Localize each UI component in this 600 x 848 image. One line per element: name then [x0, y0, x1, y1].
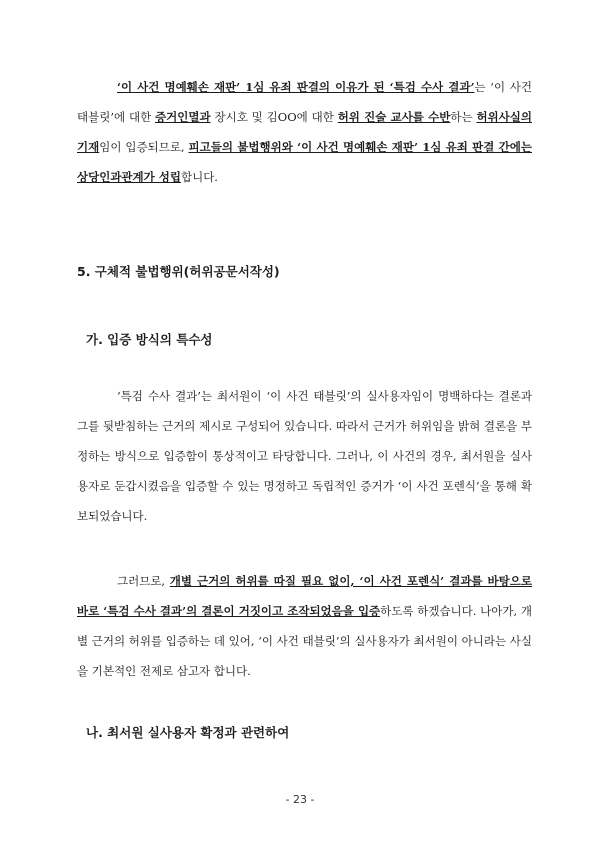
text: 그러므로,	[117, 574, 170, 588]
text: 장시호 및 김OO에 대한	[210, 110, 338, 124]
text: 합니다.	[180, 170, 218, 184]
text-emph: 피고들의 불법행위와 ‘이 사건 명예훼손 재판’ 1심 유죄 판결 간에는 상당인과관계가 성립	[77, 140, 532, 184]
page-number: - 23 -	[285, 793, 315, 806]
text-emph: 허위 진술 교사를 수반	[337, 110, 451, 124]
text: 하는	[450, 110, 477, 124]
subsection-heading-b: 나. 최서원 실사용자 확정과 관련하여	[86, 725, 290, 740]
subsection-heading-a: 가. 입증 방식의 특수성	[86, 332, 213, 347]
paragraph-causation	[77, 72, 532, 192]
paragraph-forensic-proof	[77, 566, 532, 686]
text-emph: ‘이 사건 명예훼손 재판’ 1심 유죄 판결의 이유가 된 ‘특검 수사 결과’	[117, 80, 475, 94]
text: 임이 입증되므로,	[99, 140, 189, 154]
paragraph-proof-method: ‘특검 수사 결과’는 최서원이 ‘이 사건 태블릿’의 실사용자임이 명백하다는 결론과 그를 뒷받침하는 근거의 제시로 구성되어 있습니다. 따라서 근거가 허위임을 밝혀 결론을 부정하는 방식으로 입증함이 통상적이고 타당합니다. 그러나, 이 사건의 경우, 최서원을 실사용자로 둔갑시켰음을 입증할 수 있는 명정하고 독립적인 증거가 ‘이 사건 포렌식’을 통해 확보되었습니다.	[77, 389, 532, 523]
text-emph: 개별 근거의 허위를 따질 필요 없이, ‘이 사건 포렌식’ 결과를 바탕으로 바로 ‘특검 수사 결과’의 결론이 거짓이고 조작되었음을 입증	[77, 574, 532, 618]
text-emph: 증거인멸과	[155, 110, 211, 124]
text: 는 ‘이 사건 태블릿’에 대한	[77, 80, 532, 124]
text-emph: 허위사실의 기재	[77, 110, 532, 154]
text: 하도록 하겠습니다. 나아가, 개별 근거의 허위를 입증하는 데 있어, ‘이 사건 태블릿’의 실사용자가 최서원이 아니라는 사실을 기본적인 전제로 삼고자 합니다.	[77, 604, 532, 678]
section-heading-5: 5. 구체적 불법행위(허위공문서작성)	[77, 264, 280, 279]
